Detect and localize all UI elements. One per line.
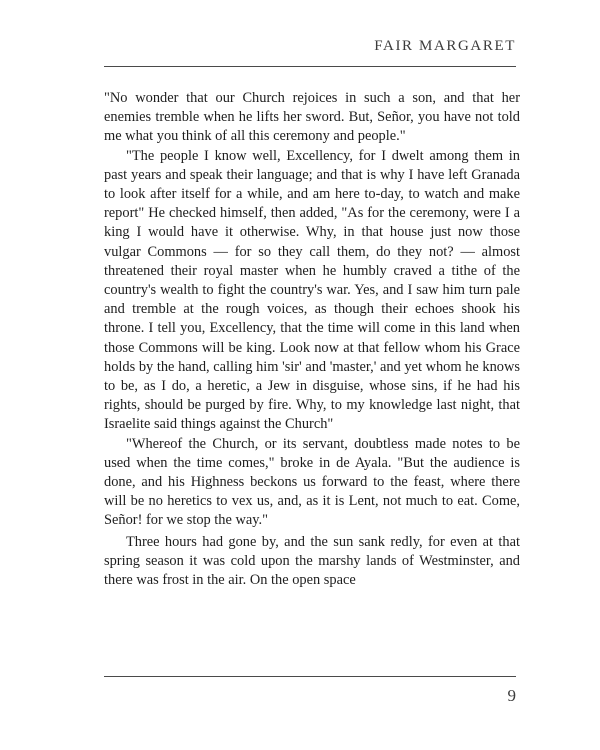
paragraph: "No wonder that our Church rejoices in such a son, and that her enemies tremble when he lifts her sword. But, Señor, you have not told me what you think of all this ceremony and people." — [104, 90, 520, 145]
page-number: 9 — [507, 686, 516, 705]
paragraph: "Whereof the Church, or its servant, doubtless made notes to be used when the time comes," broke in de Ayala. "But the audience is done, and his Highness beckons us forward to the feast, where there will be no heretics to vex us, and, as it is Lent, not much to eat. Come, Señor! for we stop the way." — [104, 435, 520, 529]
running-head-title: FAIR MARGARET — [374, 38, 516, 54]
footer-rule — [104, 676, 516, 677]
paragraph: Three hours had gone by, and the sun sank redly, for even at that spring season it was cold upon the marshy lands of Westminster, and there was frost in the air. On the open space — [104, 533, 520, 589]
body-text — [104, 89, 520, 590]
paragraph: "The people I know well, Excellency, for I dwelt among them in past years and speak their language; and that is why I have left Granada to look after itself for a while, and am here to-day, to watch and make report" He checked himself, then added, "As for the ceremony, were I a king I would have it otherwise. Why, in that house just now those vulgar Commons — for so they call them, do they not? — almost threatened their royal master when he humbly craved a tithe of the country's wealth to fight the country's war. Yes, and I saw him turn pale and tremble at the rough voices, as though their echoes shook his throne. I tell you, Excellency, that the time will come in this land when those Commons will be king. Look now at that fellow whom his Grace holds by the hand, calling him 'sir' and 'master,' and yet whom he knows to be, as I do, a heretic, a Jew in disguise, whose sins, if he had his rights, should be purged by fire. Why, to my knowledge last night, that Israelite said things against the Church" — [104, 147, 520, 433]
header-rule — [104, 66, 516, 67]
